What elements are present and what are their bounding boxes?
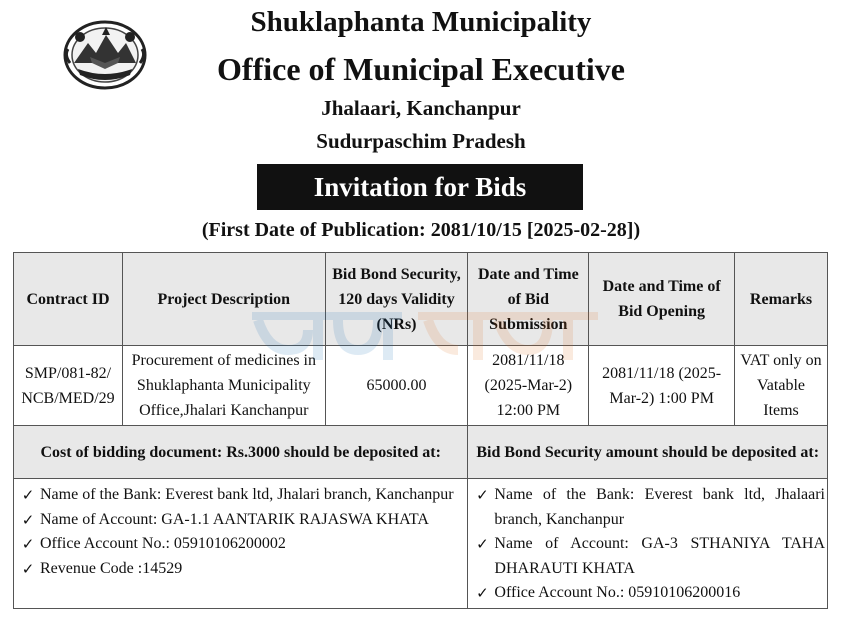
contract-id-cell: SMP/081-82/ NCB/MED/29: [14, 346, 123, 426]
address-line-1: Jhalaari, Kanchanpur: [321, 96, 521, 120]
table-header-row: [14, 253, 828, 346]
publication-date: (First Date of Publication: 2081/10/15 [2025-02-28]): [201, 219, 641, 241]
table-row: [14, 346, 828, 426]
column-header: Date and Time of Bid Opening: [589, 253, 735, 346]
column-header: Date and Time of Bid Submission: [468, 253, 589, 346]
address-line-2: Sudurpaschim Pradesh: [316, 129, 526, 153]
deposit-table: [13, 425, 828, 609]
municipality-name: Shuklaphanta Municipality: [250, 6, 592, 38]
deposit-header-row: [14, 426, 828, 479]
check-icon: ✓: [21, 559, 35, 578]
submission-cell: 2081/11/18 (2025-Mar-2) 12:00 PM: [468, 346, 589, 426]
list-item: ✓ Name of the Bank: Everest bank ltd, Jhalaari branch, Kanchanpur: [470, 483, 825, 532]
bidding-document-cost-heading: Cost of bidding document: Rs.3000 should be deposited at:: [14, 426, 468, 479]
bid-bond-bank-details: [468, 479, 828, 609]
description-cell: Procurement of medicines in Shuklaphanta Municipality Office,Jhalari Kanchanpur: [122, 346, 325, 426]
opening-cell: 2081/11/18 (2025-Mar-2) 1:00 PM: [589, 346, 735, 426]
notice-title-banner: Invitation for Bids: [257, 164, 583, 210]
check-icon: ✓: [21, 535, 35, 553]
office-name: Office of Municipal Executive: [217, 51, 625, 87]
column-header: Project Description: [122, 253, 325, 346]
check-icon: ✓: [476, 584, 489, 602]
bid-bond-cell: 65000.00: [325, 346, 468, 426]
column-header: Contract ID: [14, 253, 123, 346]
check-icon: ✓: [476, 486, 489, 504]
list-item: ✓ Name of the Bank: Everest bank ltd, Jhalari branch, Kanchanpur: [16, 483, 465, 508]
check-icon: ✓: [21, 510, 35, 529]
list-item: ✓ Office Account No.: 05910106200016: [470, 581, 825, 606]
check-icon: ✓: [476, 535, 489, 553]
column-header: Remarks: [735, 253, 828, 346]
bidding-document-bank-details: [14, 479, 468, 609]
bid-bond-deposit-heading: Bid Bond Security amount should be deposited at:: [468, 426, 828, 479]
list-item: ✓ Name of Account: GA-1.1 AANTARIK RAJASWA KHATA: [16, 508, 465, 533]
list-item: ✓ Revenue Code :14529: [16, 557, 465, 582]
deposit-details-row: [14, 479, 828, 609]
column-header: Bid Bond Security, 120 days Validity (NRs): [325, 253, 468, 346]
list-item: ✓ Office Account No.: 05910106200002: [16, 532, 465, 557]
check-icon: ✓: [21, 486, 35, 504]
list-item: ✓ Name of Account: GA-3 STHANIYA TAHA DHARAUTI KHATA: [470, 532, 825, 581]
bid-table: [13, 252, 828, 426]
remarks-cell: VAT only on Vatable Items: [735, 346, 828, 426]
